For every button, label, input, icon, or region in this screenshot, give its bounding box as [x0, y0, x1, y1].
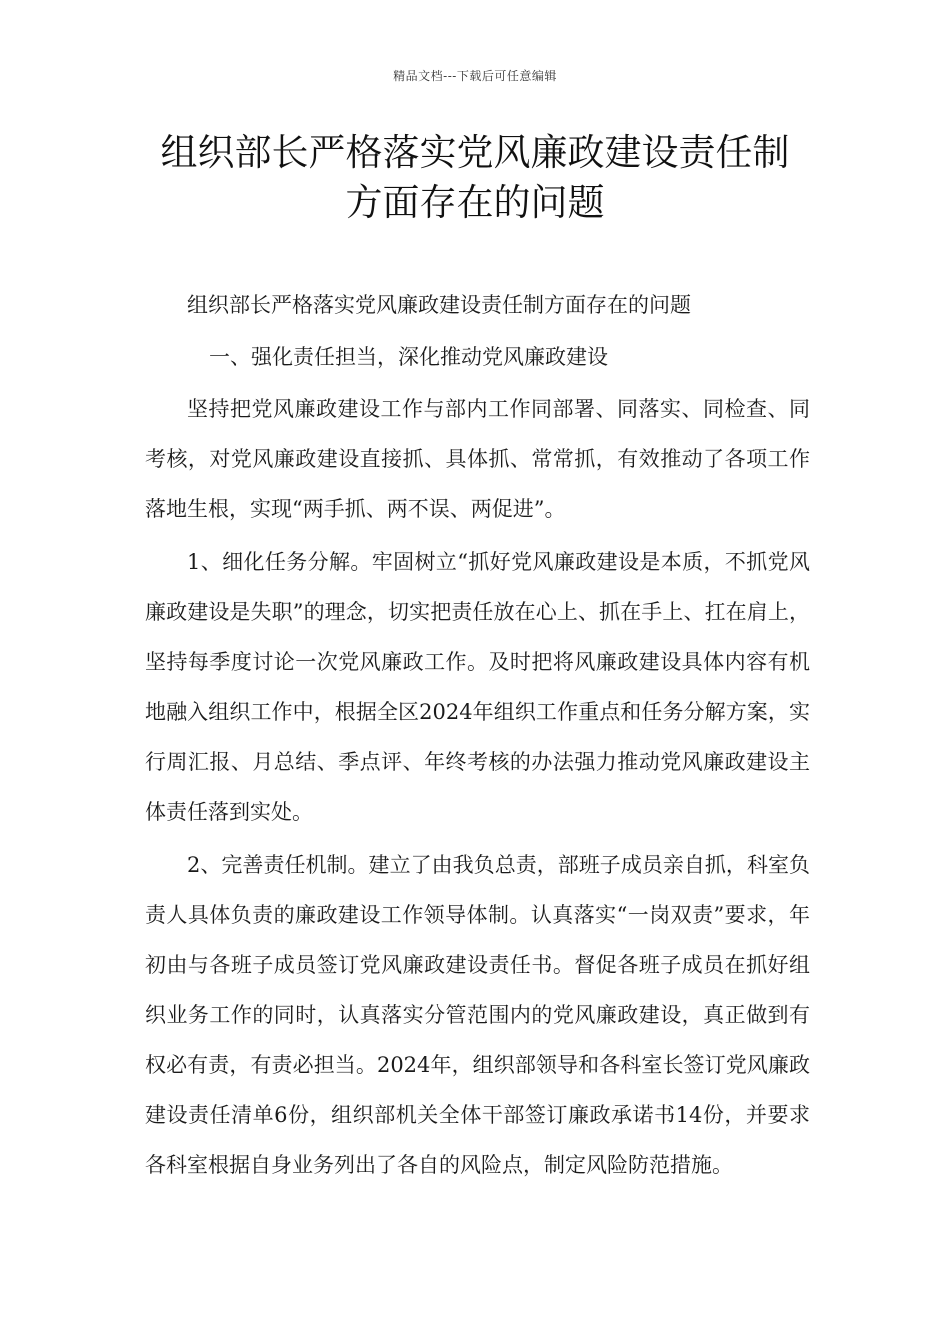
body-paragraph: 2、完善责任机制。建立了由我负总责，部班子成员亲自抓，科室负责人具体负责的廉政建设工作领导体制。认真落实“一岗双责”要求，年初由与各班子成员签订党风廉政建设责任书。督促各班子成员在抓好组织业务工作的同时，认真落实分管范围内的党风廉政建设，真正做到有权必有责，有责必担当。2024年，组织部领导和各科室长签订党风廉政建设责任清单6份，组织部机关全体干部签订廉政承诺书14份，并要求各科室根据自身业务列出了各自的风险点，制定风险防范措施。	[145, 853, 810, 1177]
title-line-2: 方面存在的问题	[345, 181, 605, 224]
document-title	[120, 128, 830, 228]
section-heading: 一、强化责任担当，深化推动党风廉政建设	[209, 345, 608, 369]
title-line-1: 组织部长严格落实党风廉政建设责任制	[160, 131, 790, 174]
body-paragraph-restated-title: 组织部长严格落实党风廉政建设责任制方面存在的问题	[187, 293, 691, 317]
body-paragraph: 坚持把党风廉政建设工作与部内工作同部署、同落实、同检查、同考核，对党风廉政建设直接抓、具体抓、常常抓，有效推动了各项工作落地生根，实现“两手抓、两不误、两促进”。	[145, 397, 810, 521]
body-paragraph: 1、细化任务分解。牢固树立“抓好党风廉政建设是本质，不抓党风廉政建设是失职”的理念，切实把责任放在心上、抓在手上、扛在肩上，坚持每季度讨论一次党风廉政工作。及时把将风廉政建设具体内容有机地融入组织工作中，根据全区2024年组织工作重点和任务分解方案，实行周汇报、月总结、季点评、年终考核的办法强力推动党风廉政建设主体责任落到实处。	[145, 550, 810, 824]
header-note: 精品文档---下载后可任意编辑	[393, 69, 557, 83]
document-body	[145, 280, 810, 1193]
